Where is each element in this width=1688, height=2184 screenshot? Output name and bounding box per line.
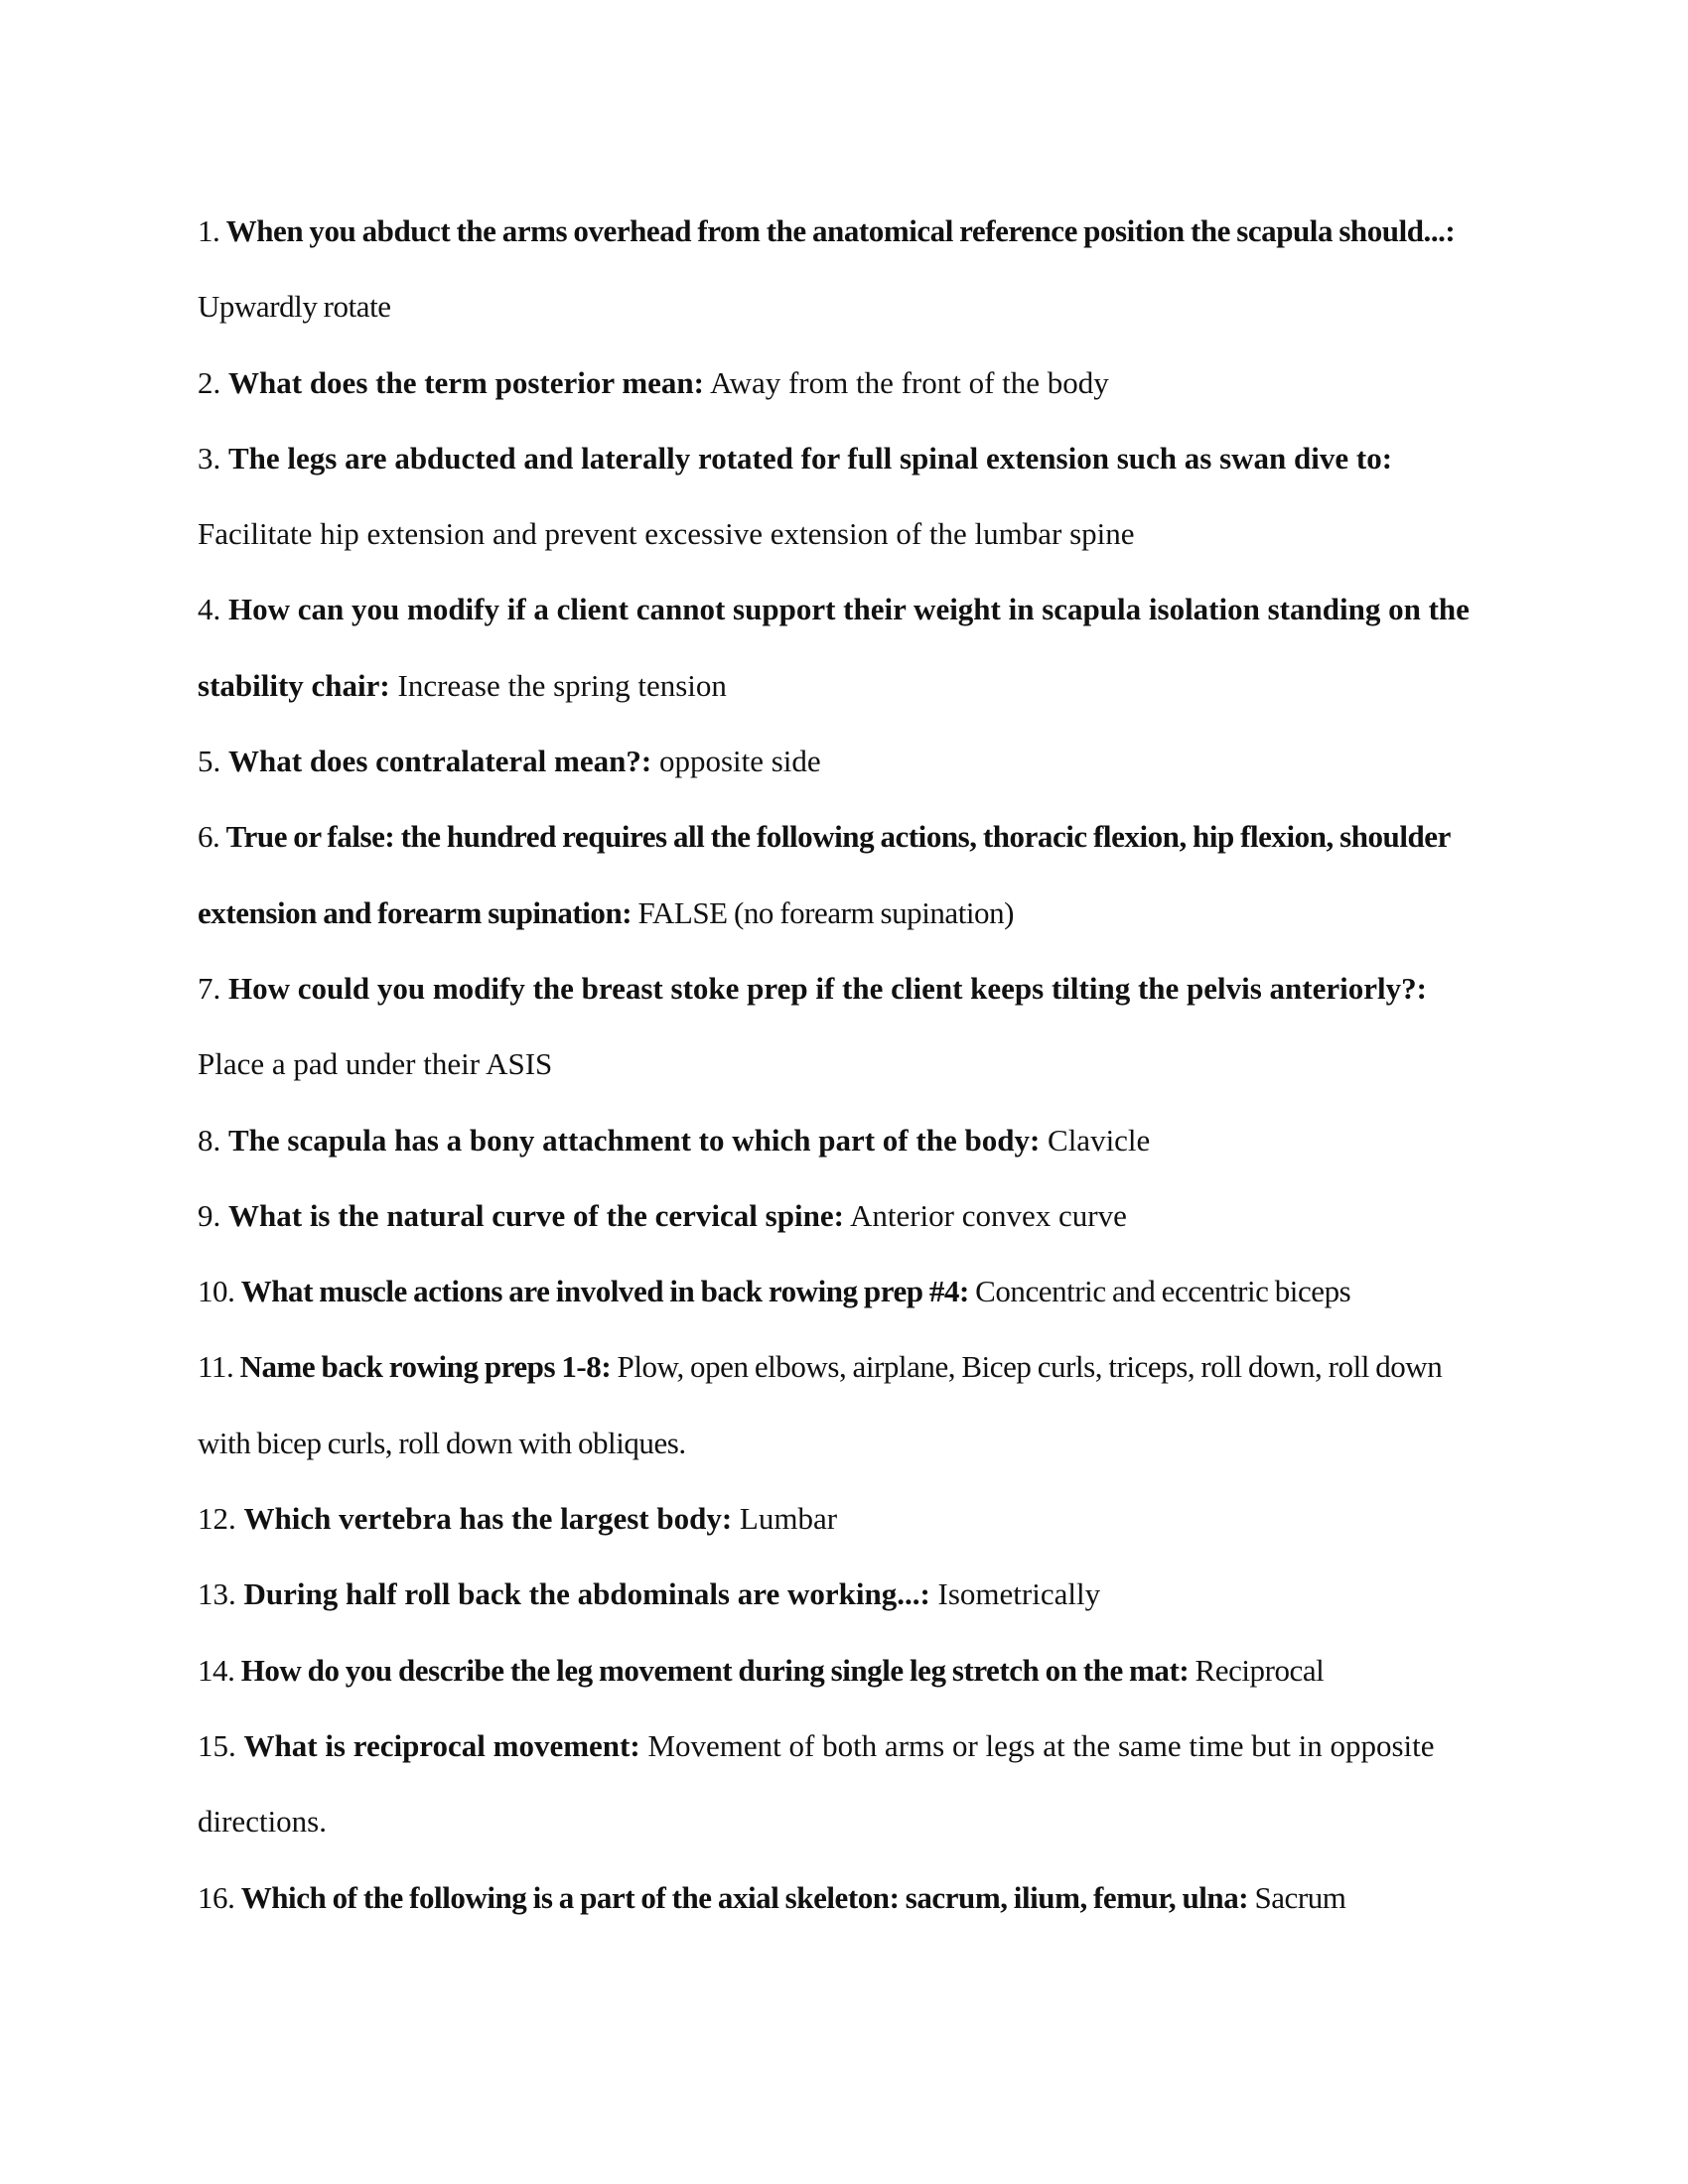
- item-number: 12.: [198, 1501, 236, 1537]
- item-number: 10.: [198, 1274, 235, 1309]
- qa-item: [198, 724, 1493, 799]
- item-question: Which vertebra has the largest body:: [243, 1501, 733, 1537]
- item-number: 13.: [198, 1576, 236, 1612]
- qa-item: [198, 1633, 1493, 1708]
- item-answer: Anterior convex curve: [849, 1197, 1127, 1233]
- item-answer: FALSE (no forearm supination): [637, 894, 1015, 930]
- qa-item: [198, 1860, 1493, 1936]
- item-answer: Away from the front of the body: [710, 364, 1109, 400]
- item-answer: Isometrically: [937, 1576, 1101, 1612]
- item-number: 14.: [198, 1652, 235, 1688]
- qa-item: [198, 1254, 1493, 1329]
- item-number: 9.: [198, 1197, 221, 1233]
- item-question: What does contralateral mean?:: [228, 744, 652, 779]
- item-answer: Lumbar: [739, 1501, 838, 1537]
- item-question: What is reciprocal movement:: [243, 1727, 640, 1763]
- item-number: 16.: [198, 1879, 235, 1915]
- item-number: 2.: [198, 364, 221, 400]
- item-question: What does the term posterior mean:: [228, 364, 704, 400]
- item-number: 15.: [198, 1727, 236, 1763]
- item-number: 4.: [198, 592, 221, 627]
- qa-item: [198, 799, 1493, 951]
- item-answer: Plow, open elbows, airplane, Bicep curls, triceps, roll down, roll down with bicep curls, roll down with obliques.: [198, 1349, 1443, 1460]
- qa-item: [198, 1557, 1493, 1632]
- item-answer: Clavicle: [1048, 1122, 1151, 1158]
- qa-item: [198, 1103, 1493, 1178]
- item-answer: Movement of both arms or legs at the same time but in opposite directions.: [198, 1727, 1435, 1840]
- item-question: How can you modify if a client cannot support their weight in scapula isolation standing on the stability chair:: [198, 592, 1470, 703]
- item-question: The legs are abducted and laterally rotated for full spinal extension such as swan dive to:: [228, 440, 1393, 476]
- item-number: 8.: [198, 1122, 221, 1158]
- item-answer: Concentric and eccentric biceps: [975, 1274, 1351, 1309]
- item-number: 5.: [198, 744, 221, 779]
- item-answer: Reciprocal: [1195, 1652, 1325, 1688]
- item-question: Which of the following is a part of the axial skeleton: sacrum, ilium, femur, ulna:: [240, 1879, 1249, 1915]
- item-question: How do you describe the leg movement during single leg stretch on the mat:: [240, 1652, 1190, 1688]
- item-question: What is the natural curve of the cervical spine:: [228, 1197, 844, 1233]
- item-answer: opposite side: [658, 744, 821, 779]
- qa-item: [198, 1708, 1493, 1860]
- qa-item: [198, 1481, 1493, 1557]
- qa-item: [198, 421, 1493, 573]
- qa-item: [198, 194, 1493, 345]
- qa-list: [198, 194, 1493, 1936]
- item-question: What muscle actions are involved in back rowing prep #4:: [240, 1274, 969, 1309]
- item-answer: Place a pad under their ASIS: [198, 1046, 553, 1082]
- item-number: 3.: [198, 440, 221, 476]
- item-question: Name back rowing preps 1-8:: [239, 1349, 612, 1385]
- item-answer: Sacrum: [1254, 1879, 1346, 1915]
- qa-item: [198, 572, 1493, 724]
- qa-item: [198, 345, 1493, 421]
- item-number: 6.: [198, 819, 220, 855]
- qa-item: [198, 1178, 1493, 1254]
- qa-item: [198, 1329, 1493, 1481]
- item-answer: Increase the spring tension: [397, 667, 727, 703]
- qa-item: [198, 951, 1493, 1103]
- item-question: During half roll back the abdominals are working...:: [243, 1576, 930, 1612]
- item-question: The scapula has a bony attachment to which part of the body:: [228, 1122, 1041, 1158]
- item-number: 11.: [198, 1349, 234, 1385]
- item-question: When you abduct the arms overhead from the anatomical reference position the scapula should...:: [225, 213, 1456, 248]
- item-question: How could you modify the breast stoke prep if the client keeps tilting the pelvis anteriorly?:: [228, 970, 1427, 1006]
- item-number: 7.: [198, 970, 221, 1006]
- item-answer: Upwardly rotate: [198, 289, 391, 325]
- item-number: 1.: [198, 213, 220, 248]
- item-question: True or false: the hundred requires all the following actions, thoracic flexion, hip flexion, shoulder extension and forearm supination:: [198, 819, 1451, 930]
- item-answer: Facilitate hip extension and prevent excessive extension of the lumbar spine: [198, 516, 1135, 552]
